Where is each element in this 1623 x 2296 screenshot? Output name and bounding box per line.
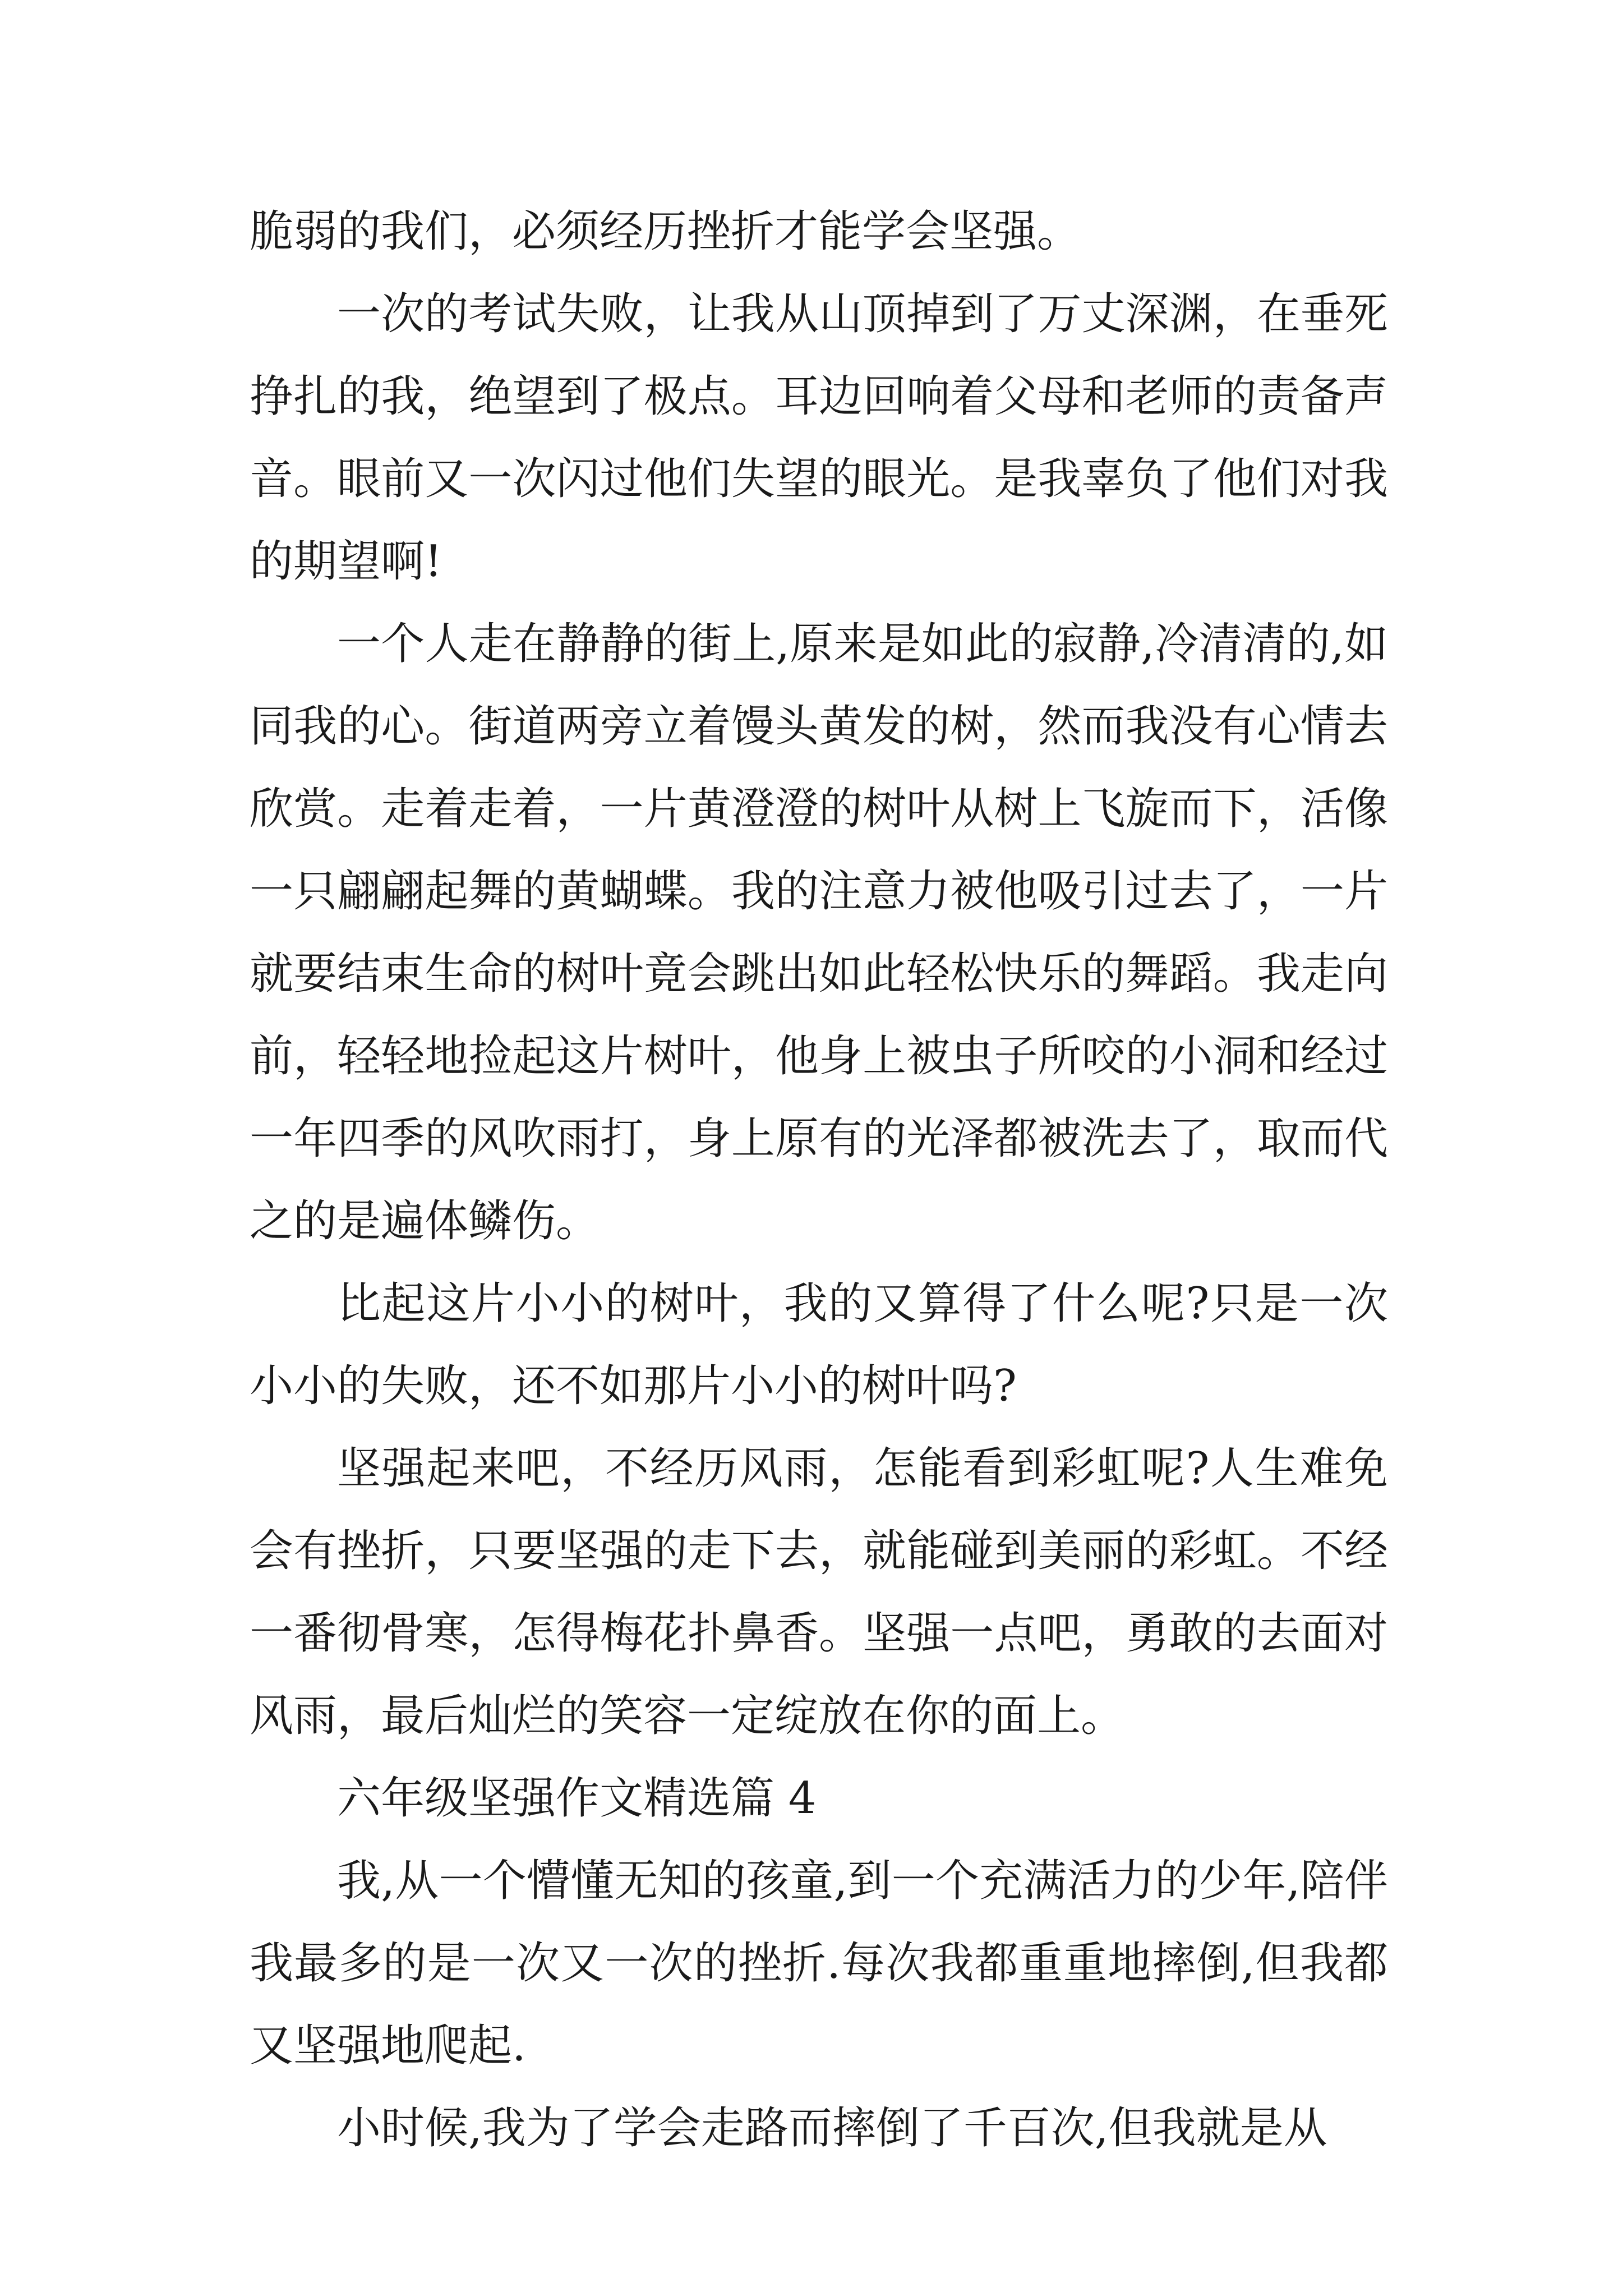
paragraph-street-leaf: 一个人走在静静的街上,原来是如此的寂静,冷清清的,如同我的心。街道两旁立着馒头黄发的树，然而我没有心情去欣赏。走着走着，一片黄澄澄的树叶从树上飞旋而下，活像一只翩翩起舞的黄蝴蝶。我的注意力被他吸引过去了，一片就要结束生命的树叶竟会跳出如此轻松快乐的舞蹈。我走向前，轻轻地捡起这片树叶，他身上被虫子所咬的小洞和经过一年四季的风吹雨打，身上原有的光泽都被洗去了，取而代之的是遍体鳞伤。 <box>250 619 1388 1246</box>
paragraph-learning-walk: 小时候,我为了学会走路而摔倒了千百次,但我就是从 <box>337 2103 1327 2154</box>
paragraph-be-strong: 坚强起来吧，不经历风雨，怎能看到彩虹呢?人生难免会有挫折，只要坚强的走下去，就能碰到美丽的彩虹。不经一番彻骨寒，怎得梅花扑鼻香。坚强一点吧，勇敢的去面对风雨，最后灿烂的笑容一定绽放在你的面上。 <box>250 1443 1388 1741</box>
paragraph-compare-leaf: 比起这片小小的树叶，我的又算得了什么呢?只是一次小小的失败，还不如那片小小的树叶吗? <box>250 1278 1388 1411</box>
document-page <box>250 191 1388 2170</box>
paragraph-childhood-setbacks: 我,从一个懵懂无知的孩童,到一个充满活力的少年,陪伴我最多的是一次又一次的挫折.每次我都重重地摔倒,但我都又坚强地爬起. <box>250 1856 1388 2071</box>
paragraph-continued: 脆弱的我们，必须经历挫折才能学会坚强。 <box>250 206 1081 257</box>
section-title: 六年级坚强作文精选篇 4 <box>337 1773 817 1824</box>
paragraph-exam-failure: 一次的考试失败，让我从山顶掉到了万丈深渊，在垂死挣扎的我，绝望到了极点。耳边回响着父母和老师的责备声音。眼前又一次闪过他们失望的眼光。是我辜负了他们对我的期望啊! <box>250 289 1388 587</box>
